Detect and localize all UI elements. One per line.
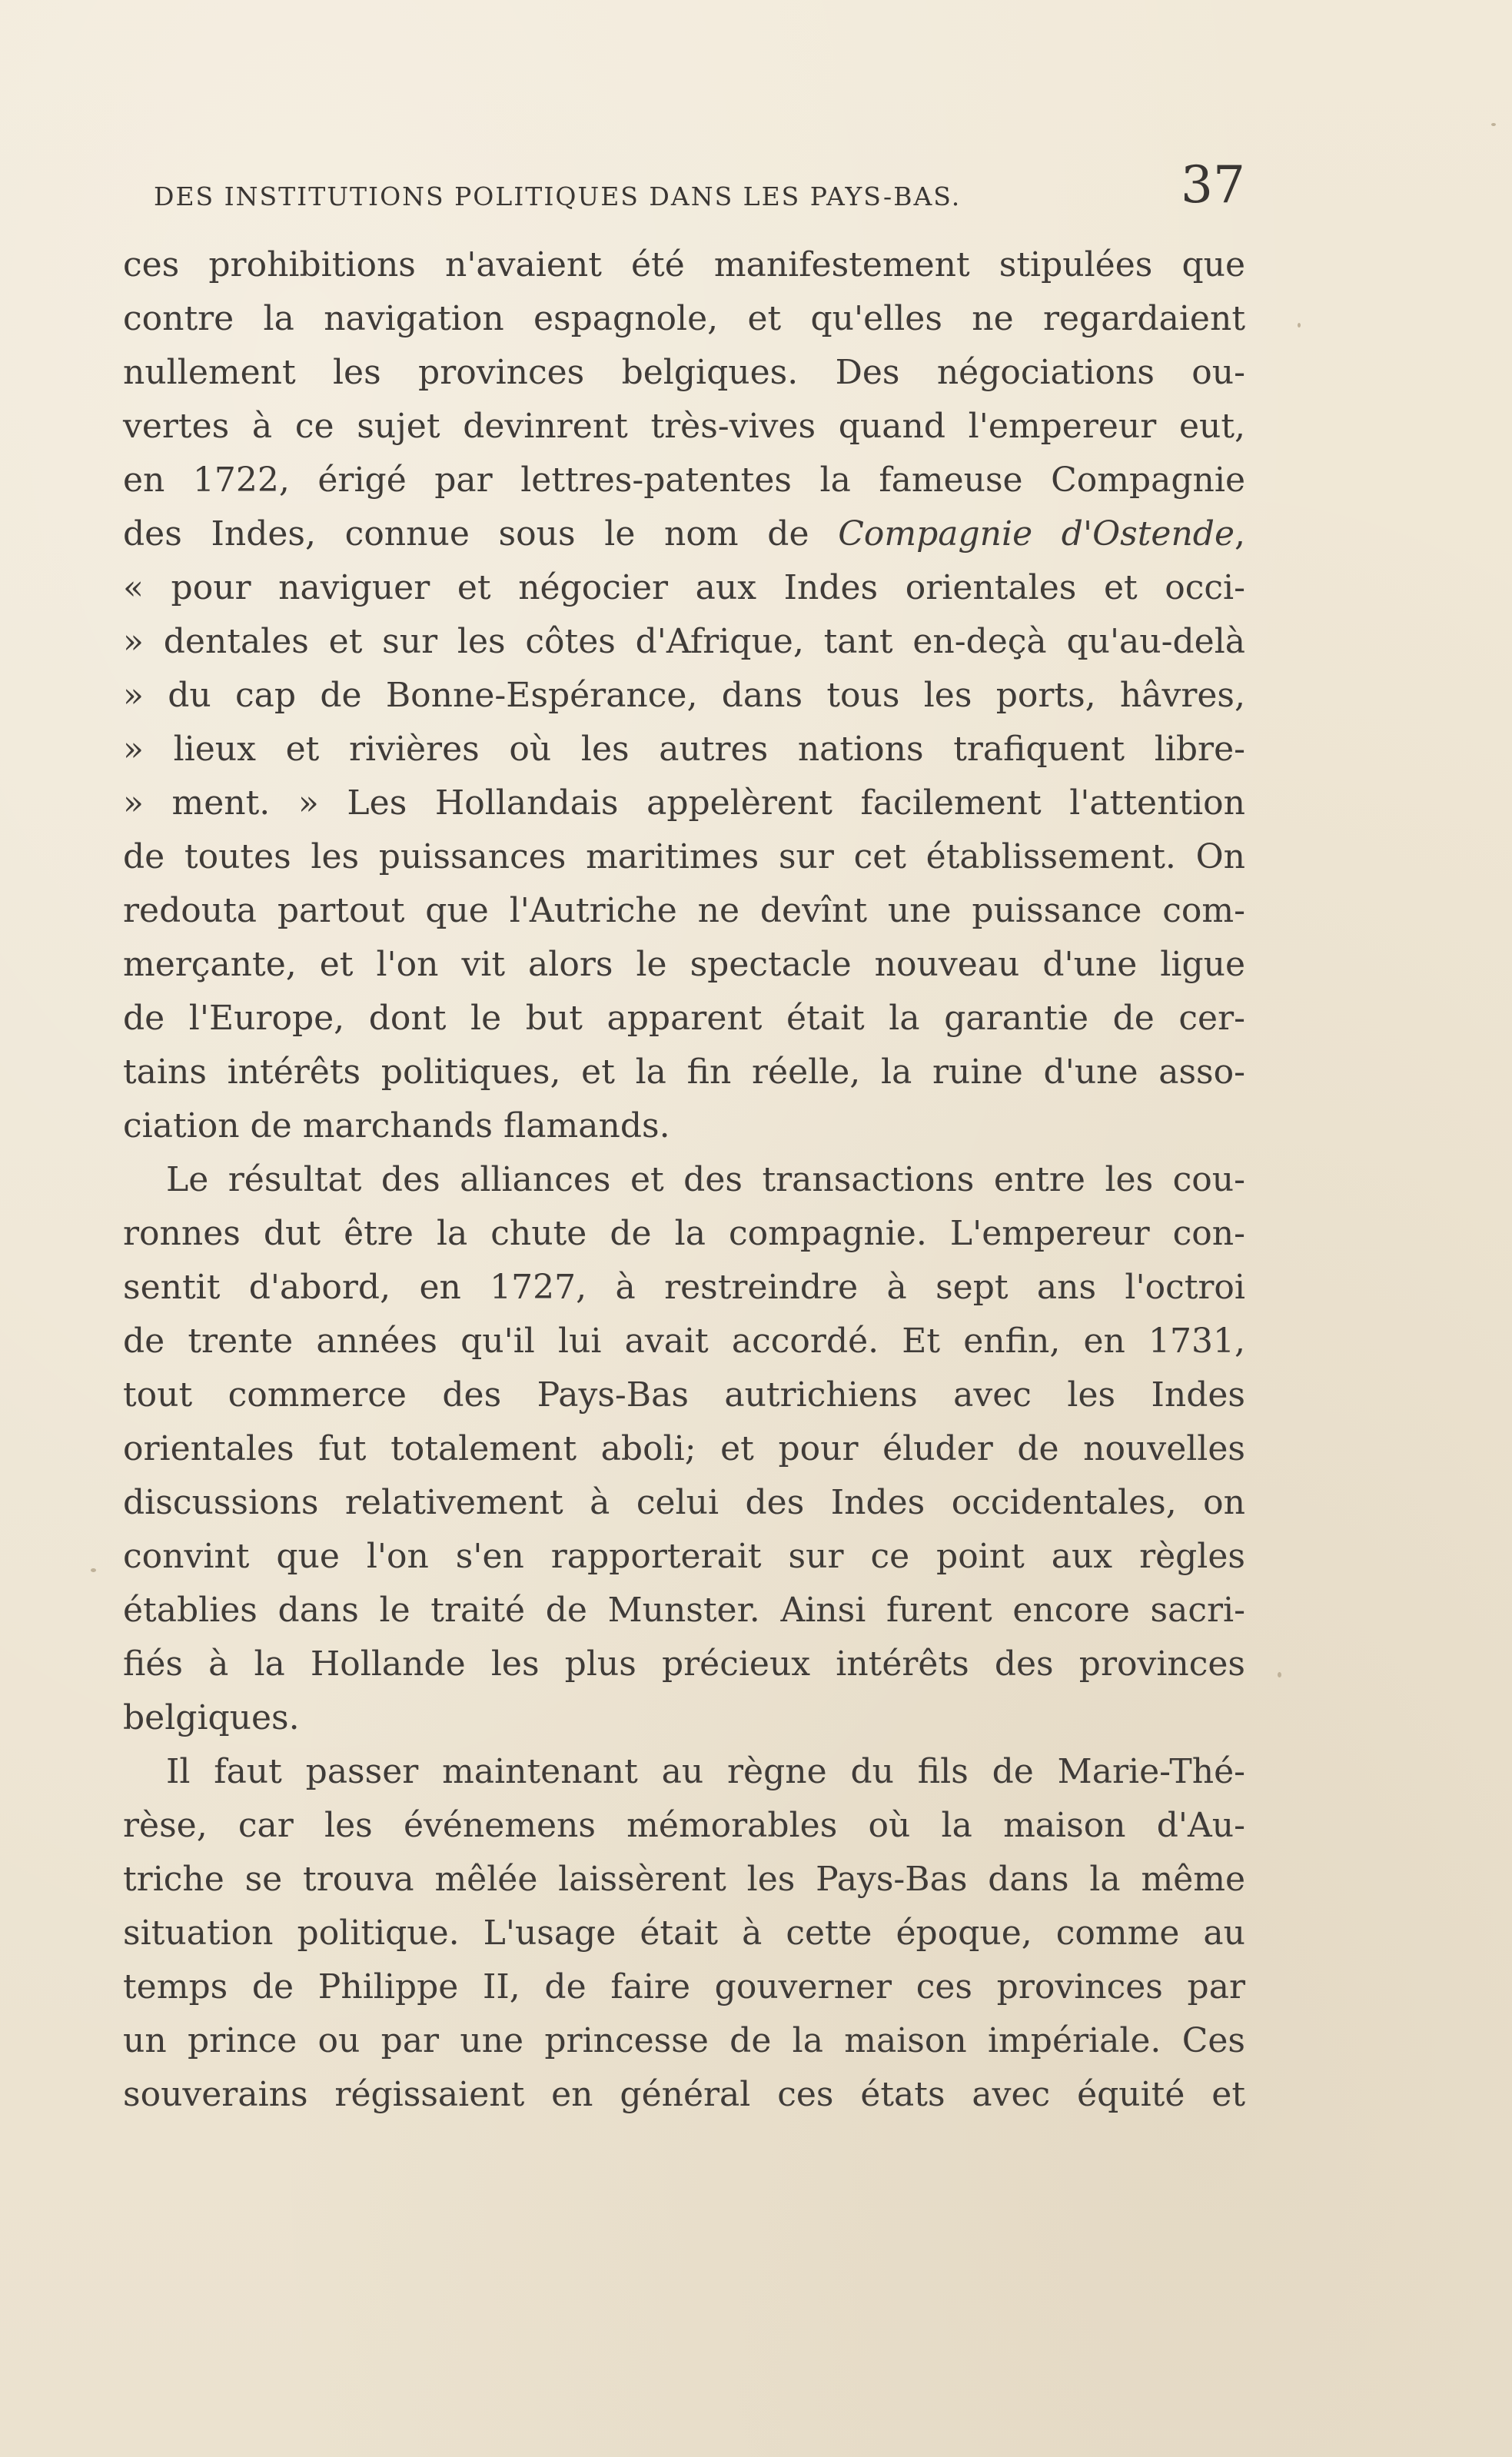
text-line: de toutes les puissances maritimes sur cet établissement. On (123, 837, 1245, 876)
page-header (154, 155, 1245, 221)
paper-speck (1298, 323, 1301, 327)
text-line: Il faut passer maintenant au règne du fils de Marie-Thé- (166, 1752, 1245, 1791)
running-head: DES INSTITUTIONS POLITIQUES DANS LES PAYS-BAS. (154, 181, 962, 211)
text-line: belgiques. (123, 1698, 300, 1737)
text-line: fiés à la Hollande les plus précieux intérêts des provinces (123, 1644, 1245, 1684)
italic-title: Compagnie d'Ostende (838, 514, 1235, 554)
text-line: discussions relativement à celui des Indes occidentales, on (123, 1483, 1245, 1522)
text-line: de l'Europe, dont le but apparent était la garantie de cer- (123, 999, 1245, 1038)
text-line (123, 507, 1245, 561)
text-line: » ment. » Les Hollandais appelèrent facilement l'attention (123, 783, 1245, 823)
text-line: un prince ou par une princesse de la maison impériale. Ces (123, 2021, 1245, 2060)
text-line: vertes à ce sujet devinrent très-vives quand l'empereur eut, (123, 407, 1245, 446)
text-line: Le résultat des alliances et des transactions entre les cou- (166, 1160, 1245, 1199)
text-line: contre la navigation espagnole, et qu'elles ne regardaient (123, 299, 1245, 338)
text-line: « pour naviguer et négocier aux Indes orientales et occi- (123, 568, 1245, 607)
text-line: merçante, et l'on vit alors le spectacle nouveau d'une ligue (123, 945, 1245, 984)
paper-speck (91, 1568, 96, 1572)
text-line: situation politique. L'usage était à cette époque, comme au (123, 1913, 1245, 1953)
text-segment: , (1235, 514, 1245, 554)
text-line: orientales fut totalement aboli; et pour éluder de nouvelles (123, 1429, 1245, 1468)
text-line: ciation de marchands flamands. (123, 1106, 670, 1145)
text-line: ronnes dut être la chute de la compagnie. L'empereur con- (123, 1214, 1245, 1253)
text-line: souverains régissaient en général ces états avec équité et (123, 2075, 1245, 2114)
text-line: en 1722, érigé par lettres-patentes la fameuse Compagnie (123, 460, 1245, 500)
text-line: établies dans le traité de Munster. Ainsi furent encore sacri- (123, 1591, 1245, 1630)
text-line: convint que l'on s'en rapporterait sur ce point aux règles (123, 1537, 1245, 1576)
page-number: 37 (1181, 155, 1245, 214)
text-line: nullement les provinces belgiques. Des négociations ou- (123, 353, 1245, 392)
body-text (123, 238, 1245, 2122)
text-line: redouta partout que l'Autriche ne devînt une puissance com- (123, 891, 1245, 930)
paper-speck (1491, 123, 1496, 126)
text-line: triche se trouva mêlée laissèrent les Pays-Bas dans la même (123, 1860, 1245, 1899)
text-line: de trente années qu'il lui avait accordé. Et enfin, en 1731, (123, 1322, 1245, 1361)
text-line: sentit d'abord, en 1727, à restreindre à sept ans l'octroi (123, 1268, 1245, 1307)
text-line: » dentales et sur les côtes d'Afrique, tant en-deçà qu'au-delà (123, 622, 1245, 661)
text-line: tains intérêts politiques, et la fin réelle, la ruine d'une asso- (123, 1052, 1245, 1092)
paper-speck (1278, 1672, 1281, 1677)
text-line: tout commerce des Pays-Bas autrichiens avec les Indes (123, 1375, 1245, 1415)
text-line: » lieux et rivières où les autres nations trafiquent libre- (123, 730, 1245, 769)
text-line: ces prohibitions n'avaient été manifestement stipulées que (123, 245, 1245, 284)
text-line: rèse, car les événemens mémorables où la maison d'Au- (123, 1806, 1245, 1845)
text-line: » du cap de Bonne-Espérance, dans tous les ports, hâvres, (123, 676, 1245, 715)
text-segment: des Indes, connue sous le nom de (123, 514, 839, 554)
text-line: temps de Philippe II, de faire gouverner ces provinces par (123, 1967, 1245, 2006)
